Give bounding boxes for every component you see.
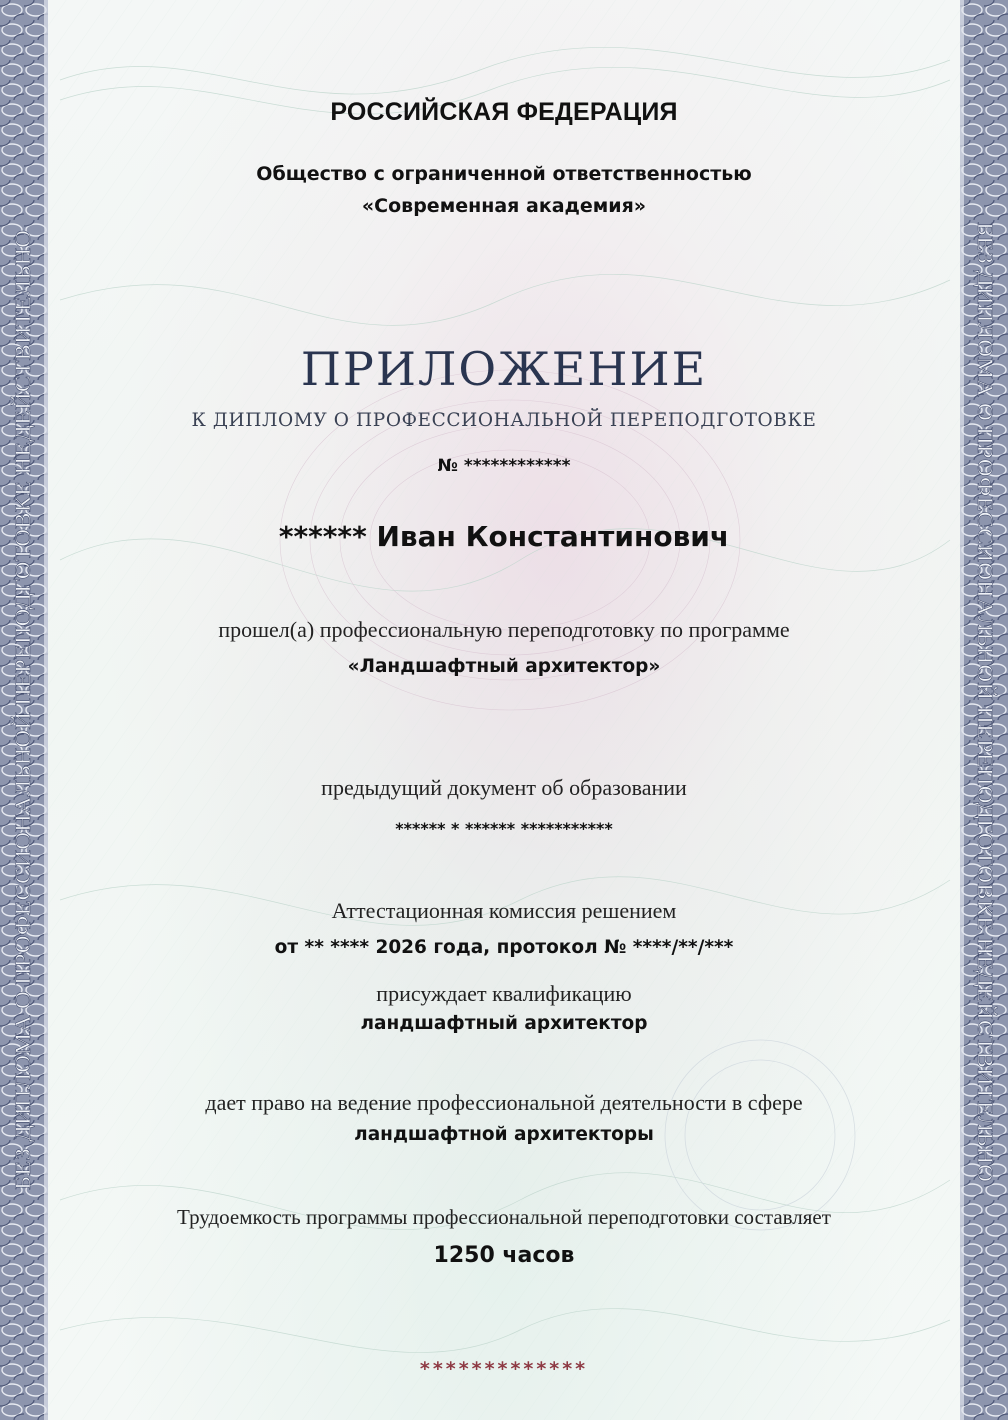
document-number: № ************ [437, 456, 571, 476]
country-heading: РОССИЙСКАЯ ФЕДЕРАЦИЯ [330, 98, 678, 126]
activity-sphere: ландшафтной архитекторы [354, 1124, 654, 1145]
program-hours: 1250 часов [433, 1243, 575, 1268]
rights-statement: дает право на ведение профессиональной деятельности в сфере [205, 1090, 803, 1115]
workload-statement: Трудоемкость программы профессиональной переподготовки составляет [177, 1205, 831, 1229]
qualification-name: ландшафтный архитектор [360, 1013, 648, 1034]
decision-details: от ** **** 2026 года, протокол № ****/**/*** [274, 937, 734, 958]
completed-statement: прошел(а) профессиональную переподготовку по программе [218, 617, 790, 642]
organization-name-line2: «Современная академия» [361, 195, 647, 217]
svg-text:БЕЗ ДИПЛОМА О ПРОФЕССИОНАЛЬНОЙ: БЕЗ ДИПЛОМА О ПРОФЕССИОНАЛЬНОЙ ПЕРЕПОДГОТОВКЕ НЕДЕЙСТВИТЕЛЬНО [10, 333, 35, 1190]
previous-document-label: предыдущий документ об образовании [321, 775, 687, 800]
program-name: «Ландшафтный архитектор» [347, 656, 661, 677]
awards-statement: присуждает квалификацию [376, 981, 632, 1006]
organization-name-line1: Общество с ограниченной ответственностью [256, 163, 752, 185]
person-name: ****** Иван Константинович [278, 520, 730, 553]
document-title: ПРИЛОЖЕНИЕ [300, 342, 708, 396]
document-subtitle: К ДИПЛОМУ О ПРОФЕССИОНАЛЬНОЙ ПЕРЕПОДГОТОВКЕ [191, 410, 817, 431]
svg-text:БЕЗ ДИПЛОМА О ПРОФЕССИОНАЛЬНОЙ: БЕЗ ДИПЛОМА О ПРОФЕССИОНАЛЬНОЙ ПЕРЕПОДГОТОВКЕ НЕДЕЙСТВИТЕЛЬНО [973, 222, 998, 1079]
footer-serial-stars: ************* [419, 1358, 589, 1380]
previous-document-value: ****** * ****** *********** [395, 819, 613, 838]
commission-statement: Аттестационная комиссия решением [331, 898, 677, 923]
